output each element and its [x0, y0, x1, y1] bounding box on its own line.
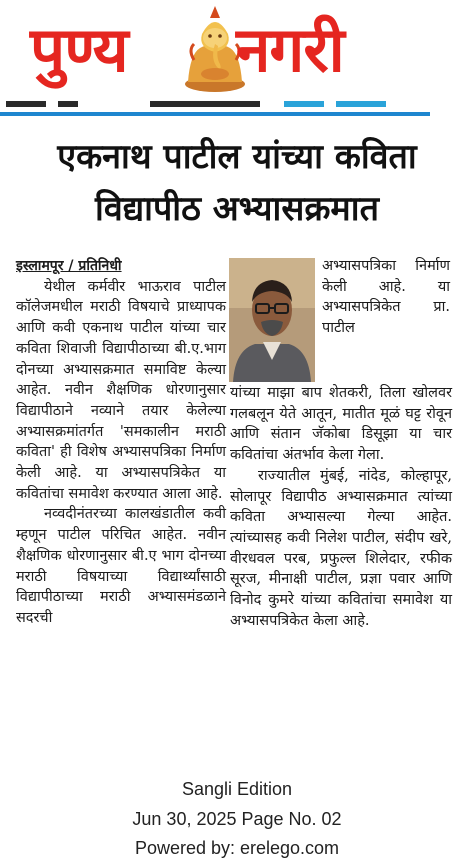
left-paragraph-2: नव्वदीनंतरच्या कालखंडातील कवी म्हणून पाटील परिचित आहेत. नवीन शैक्षणिक धोरणानुसार बी.ए भाग दोनच्या मराठी विषयाच्या विद्यार्थ्यांसाठी विद्यापीठाच्या मराठी अभ्यासमंडळाने सदरची [16, 506, 226, 626]
masthead-left-word: पुण्य [30, 13, 128, 86]
right-column-top: अभ्यासपत्रिका निर्माण केली आहे. या अभ्यासपत्रिकेत प्रा. पाटील [322, 258, 450, 337]
masthead-right-word: नगरी [236, 13, 344, 86]
powered-by-label: Powered by: erelego.com [134, 838, 340, 858]
blue-divider-rule [0, 112, 430, 116]
portrait-photo-icon [229, 258, 315, 382]
article-left-column [16, 256, 226, 629]
headline-line-2: विद्यापीठ अभ्यासक्रमात [95, 189, 379, 229]
masthead [0, 0, 474, 100]
headline-line-1: एकनाथ पाटील यांच्या कविता [57, 137, 417, 177]
date-page-label: Jun 30, 2025 Page No. 02 [132, 809, 342, 829]
top-strip [0, 98, 474, 110]
right-paragraph-2: राज्यातील मुंबई, नांदेड, कोल्हापूर, सोलापूर विद्यापीठ अभ्यासक्रमात त्यांच्या कविता अभ्यासल्या गेल्या आहेत. त्यांच्यासह कवी निलेश पाटील, संदीप खरे, वीरधवल परब, प्रफुल्ल शिलेदार, रफीक सूरज, मीनाक्षी पाटील, प्रज्ञा पवार आणि विनोद कुमरे यांच्या कवितांचा समावेश या अभ्यासपत्रिकेत केला आहे. [230, 467, 452, 629]
right-column-bottom [230, 383, 452, 631]
left-paragraph-1: येथील कर्मवीर भाऊराव पाटील कॉलेजमधील मराठी विषयाचे प्राध्यापक आणि कवी एकनाथ पाटील यांच्या चार कविता शिवाजी विद्यापीठाच्या बी.ए.भाग दोनच्या अभ्यासक्रमात समाविष्ट केल्या आहेत. नवीन शैक्षणिक धोरणानुसार विद्यापीठाने नव्याने तयार केलेल्या अभ्यासक्रमांतर्गत 'समकालीन मराठी कविता' ही विशेष अभ्यासपत्रिका निर्माण केली आहे. या अभ्यासपत्रिकेत या कवितांचा समावेश करण्यात आला आहे. [16, 278, 226, 502]
strip-partial-text-graphic [0, 101, 474, 110]
author-photo [229, 258, 315, 382]
edition-label: Sangli Edition [181, 779, 293, 799]
right-paragraph-1-cont: यांच्या माझा बाप शेतकरी, तिला खोलवर गलबलून येते आतून, मातीत मूळं घट्ट रोवून आणि संतान जॅकोबा डिसूझा या चार कवितांचा अंतर्भाव केला गेला. [230, 385, 452, 464]
dateline: इस्लामपूर / प्रतिनिधी [16, 258, 122, 274]
